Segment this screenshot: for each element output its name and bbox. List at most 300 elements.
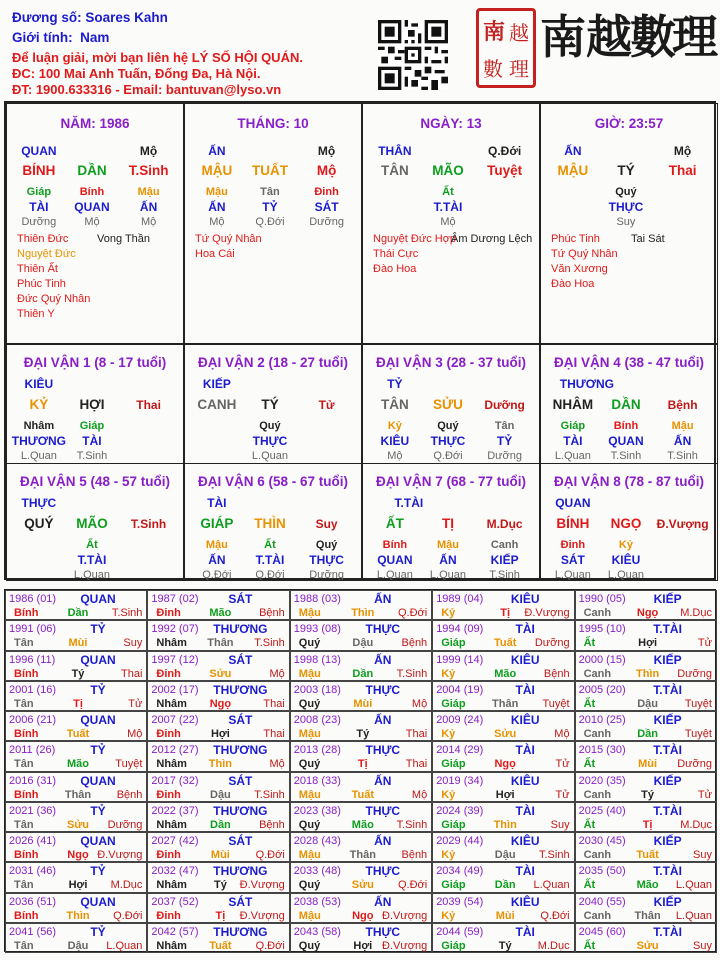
dai-van-title: ĐẠI VẬN 7 (68 - 77 tuổi) <box>375 474 527 489</box>
pillar-top-star: Mộ <box>139 144 158 158</box>
pillar-hidden-stem: Mộ <box>209 216 225 228</box>
year-label: 1987 (02) <box>151 593 199 605</box>
dai-van-main: M.Dục <box>486 517 523 531</box>
year-cell <box>432 620 574 650</box>
dai-van-hidden: T.TÀI <box>77 553 107 567</box>
dai-van-hidden: T.Sinh <box>489 569 520 581</box>
year-stem: Giáp <box>441 879 466 892</box>
year-branch: Tị <box>500 607 511 619</box>
dai-van-top-star: T.TÀI <box>394 496 424 510</box>
year-branch: Hợi <box>210 728 230 740</box>
year-phase: Đ.Vượng <box>382 909 428 922</box>
pillar-main-branch: Mộ <box>316 163 337 178</box>
year-phase: Bệnh <box>401 637 428 650</box>
dai-van-hidden: T.Sinh <box>610 450 642 462</box>
year-branch: Thân <box>64 788 92 801</box>
dai-van-hidden: Tân <box>494 420 515 432</box>
year-cell <box>432 923 574 953</box>
year-stem: Ất <box>583 818 596 831</box>
year-label: 2031 (46) <box>9 865 57 878</box>
year-phase: Tuyệt <box>542 697 570 710</box>
dai-van-hidden: Dưỡng <box>487 450 522 462</box>
year-stem: Tân <box>14 939 34 952</box>
dai-van-main: Thai <box>136 398 161 412</box>
year-stem: Giáp <box>441 637 466 650</box>
year-cell <box>575 620 717 650</box>
year-star: KIÊU <box>510 713 540 727</box>
dai-van-cell <box>6 344 184 464</box>
pillar-main-branch: TUẤT <box>251 163 288 178</box>
year-branch: Thìn <box>493 818 517 831</box>
dai-van-main: THÌN <box>254 516 286 531</box>
year-stem: Kỷ <box>441 728 456 740</box>
dai-van-hidden: KIÊU <box>380 434 410 448</box>
year-cell <box>432 651 574 681</box>
pillar-top-star: Mộ <box>673 144 692 158</box>
year-label: 2037 (52) <box>151 895 199 908</box>
year-phase: Bệnh <box>259 818 285 831</box>
year-cell <box>432 741 574 771</box>
year-cell <box>290 620 432 650</box>
dai-van-main: Bệnh <box>667 398 698 412</box>
year-stem: Giáp <box>441 758 466 771</box>
year-stem: Nhâm <box>156 879 187 892</box>
pillar-hidden-stem: Dưỡng <box>309 216 344 228</box>
year-star: ẤN <box>374 713 392 727</box>
year-cell <box>290 802 432 832</box>
year-label: 2023 (38) <box>293 804 341 817</box>
year-phase: Dưỡng <box>677 758 712 771</box>
year-phase: Tử <box>697 637 712 650</box>
year-stem: Kỷ <box>441 667 456 680</box>
year-label: 2035 (50) <box>578 865 626 878</box>
pillar-top-star: ẤN <box>208 144 226 158</box>
year-branch: Thìn <box>208 758 232 771</box>
year-label: 2016 (31) <box>9 774 57 787</box>
year-stem: Kỷ <box>441 607 456 619</box>
year-phase: Tuyệt <box>115 758 143 771</box>
year-stem: Canh <box>583 788 612 801</box>
pillar-main-branch: T.Sinh <box>128 163 169 178</box>
dai-van-hidden: T.Sinh <box>76 450 108 462</box>
year-phase: T.Sinh <box>396 818 428 831</box>
pillar-hidden-stem: Mộ <box>84 216 100 228</box>
year-branch: Ngọ <box>636 607 659 619</box>
year-star: THỰC <box>365 622 401 637</box>
year-cell <box>575 802 717 832</box>
year-phase: M.Dục <box>680 607 712 619</box>
year-phase: Mộ <box>554 728 570 740</box>
year-star: T.TÀI <box>653 803 682 818</box>
year-cell <box>147 620 289 650</box>
year-star: QUAN <box>80 773 116 788</box>
pillar-star-left: Phúc Tinh <box>551 233 600 245</box>
year-stem: Bính <box>14 909 39 922</box>
year-star: ẤN <box>374 652 392 667</box>
pillar-hidden-stem: Bính <box>79 186 105 198</box>
year-cell <box>432 893 574 923</box>
year-stem: Bính <box>14 788 39 801</box>
dai-van-hidden: L.Quan <box>73 569 110 581</box>
year-label: 2015 (30) <box>578 744 626 757</box>
year-phase: Bệnh <box>543 667 570 680</box>
year-branch: Dần <box>494 879 516 892</box>
dai-van-main: Đ.Vượng <box>656 517 709 531</box>
year-cell <box>147 772 289 802</box>
year-phase: Tuyệt <box>684 697 712 710</box>
year-star: KIÊU <box>510 592 540 606</box>
pillar-hidden-stem: Giáp <box>26 186 52 198</box>
year-star: KIẾP <box>653 773 682 788</box>
year-branch: Tuất <box>351 788 374 801</box>
dai-van-title: ĐẠI VẬN 1 (8 - 17 tuổi) <box>23 355 167 370</box>
year-star: SÁT <box>228 713 253 727</box>
year-branch: Thân <box>207 637 234 650</box>
year-phase: Bệnh <box>116 788 143 801</box>
year-cell <box>5 832 147 862</box>
year-phase: Đ.Vượng <box>382 939 428 952</box>
dai-van-hidden: QUAN <box>377 553 413 567</box>
dai-van-cell <box>184 344 362 464</box>
year-label: 2006 (21) <box>9 714 57 726</box>
year-label: 2026 (41) <box>9 835 57 847</box>
dai-van-hidden: L.Quan <box>554 450 591 462</box>
pillar-star-left: Đào Hoa <box>551 278 595 290</box>
pillar-hidden-stem: Mộ <box>140 216 157 228</box>
year-phase: Mộ <box>411 697 428 710</box>
year-phase: Mộ <box>127 728 143 740</box>
year-stem: Kỷ <box>441 909 456 922</box>
year-stem: Nhâm <box>156 637 187 650</box>
year-cell <box>432 802 574 832</box>
year-branch: Dậu <box>637 697 658 710</box>
pillar-hidden-stem: THỰC <box>608 200 644 214</box>
pillar-star-left: Thái Cực <box>373 248 419 260</box>
pillar-star-left: Tứ Quý Nhân <box>551 248 618 260</box>
dai-van-top-star: TÀI <box>207 496 227 510</box>
pillar-star-left: Hoa Cái <box>195 248 235 260</box>
year-cell <box>432 711 574 741</box>
dai-van-main: DẦN <box>611 397 641 412</box>
year-star: KIẾP <box>653 592 682 606</box>
year-label: 2002 (17) <box>151 683 199 696</box>
year-stem: Đinh <box>156 667 181 680</box>
year-star: TỶ <box>90 622 106 637</box>
contact-intro: Để luận giải, mời bạn liên hệ LÝ SỐ HỘI QUÁN. <box>12 50 303 65</box>
year-label: 2019 (34) <box>436 774 484 787</box>
year-star: TỶ <box>90 743 106 758</box>
year-branch: Tuất <box>66 728 90 740</box>
dai-van-hidden: TÀI <box>82 434 102 448</box>
dai-van-main: NGỌ <box>610 516 642 531</box>
year-label: 2022 (37) <box>151 804 199 817</box>
year-stem: Đinh <box>156 849 181 861</box>
pillar-hidden-stem: SÁT <box>314 200 339 214</box>
year-stem: Tân <box>14 637 34 650</box>
year-phase: Suy <box>693 939 712 952</box>
year-cell <box>575 590 717 620</box>
year-phase: Tử <box>697 788 712 801</box>
year-star: THƯƠNG <box>213 622 268 637</box>
pillar-hidden-stem: Suy <box>616 216 636 228</box>
year-phase: Tử <box>555 758 570 771</box>
year-star: TỶ <box>90 924 106 939</box>
dai-van-hidden: Đinh <box>560 539 586 551</box>
year-branch: Mão <box>67 758 89 771</box>
dai-van-title: ĐẠI VẬN 8 (78 - 87 tuổi) <box>553 474 705 489</box>
year-cell <box>290 893 432 923</box>
dai-van-hidden: QUAN <box>608 434 644 448</box>
year-stem: Mậu <box>298 667 321 680</box>
year-label: 2010 (25) <box>578 714 626 726</box>
year-stem: Quý <box>298 879 321 892</box>
year-branch: Tý <box>641 788 655 801</box>
year-branch: Thìn <box>66 909 90 922</box>
year-phase: T.Sinh <box>254 788 285 801</box>
dai-van-hidden: Mậu <box>671 420 694 432</box>
year-cell <box>290 832 432 862</box>
dai-van-hidden: TÀI <box>563 434 583 448</box>
year-phase: Q.Đới <box>255 849 285 861</box>
year-cell <box>5 651 147 681</box>
year-branch: Tý <box>356 728 370 740</box>
dai-van-hidden: TỶ <box>496 434 513 448</box>
year-label: 2004 (19) <box>436 683 484 696</box>
year-cell <box>5 681 147 711</box>
year-label: 2017 (32) <box>151 774 199 787</box>
dai-van-main: QUÝ <box>24 516 54 531</box>
pillar-top-star: QUAN <box>21 144 57 158</box>
year-label: 1991 (06) <box>9 623 57 636</box>
pillar-hidden-stem: Quý <box>615 186 637 198</box>
year-branch: Mão <box>209 607 232 619</box>
gender-line <box>12 28 109 48</box>
year-cell <box>5 893 147 923</box>
dai-van-hidden: Q.Đới <box>433 450 463 462</box>
pillar-star-left: Thiên Ất <box>17 263 58 275</box>
year-label: 1986 (01) <box>9 593 57 605</box>
year-phase: Thai <box>263 697 285 710</box>
pillar-cell <box>362 103 540 344</box>
year-phase: Bệnh <box>259 607 285 619</box>
annual-fortune-table <box>4 589 716 952</box>
year-star: KIẾP <box>653 713 682 727</box>
year-star: T.TÀI <box>653 864 682 879</box>
year-cell <box>147 832 289 862</box>
year-cell <box>575 741 717 771</box>
year-stem: Mậu <box>298 849 321 861</box>
year-cell <box>432 681 574 711</box>
year-star: KIẾP <box>653 834 682 848</box>
owner-name: Soares Kahn <box>85 10 168 25</box>
dai-van-title: ĐẠI VẬN 4 (38 - 47 tuổi) <box>553 355 705 370</box>
dai-van-main: KỶ <box>29 397 49 412</box>
year-branch: Mùi <box>495 909 515 922</box>
year-branch: Hợi <box>495 788 515 801</box>
year-label: 1992 (07) <box>151 623 199 636</box>
year-phase: Dưỡng <box>107 818 143 831</box>
dai-van-hidden: Quý <box>315 539 338 551</box>
pillar-title: NGÀY: 13 <box>420 116 482 131</box>
year-phase: M.Dục <box>537 939 570 952</box>
year-cell <box>432 832 574 862</box>
year-cell <box>575 651 717 681</box>
year-star: THỰC <box>365 924 401 939</box>
contact-phone-email[interactable]: ĐT: 1900.633316 - Email: bantuvan@lyso.vn <box>12 82 282 97</box>
pillar-top-star: Q.Đới <box>487 144 522 158</box>
year-label: 1997 (12) <box>151 653 199 666</box>
year-branch: Mão <box>351 818 374 831</box>
year-label: 2038 (53) <box>293 895 341 908</box>
year-branch: Tị <box>357 758 368 771</box>
year-cell <box>147 651 289 681</box>
year-cell <box>5 772 147 802</box>
year-stem: Ất <box>583 758 596 771</box>
qr-code-icon[interactable] <box>378 20 448 90</box>
year-star: THƯƠNG <box>213 803 268 818</box>
year-label: 1990 (05) <box>578 593 626 605</box>
year-label: 1993 (08) <box>293 623 341 636</box>
dai-van-main: TÂN <box>380 397 409 412</box>
year-star: THỰC <box>365 864 401 879</box>
year-phase: Tử <box>555 788 570 801</box>
year-star: THƯƠNG <box>213 924 268 939</box>
year-cell <box>290 862 432 892</box>
year-cell <box>290 772 432 802</box>
year-star: TỶ <box>90 864 106 879</box>
dai-van-cell <box>362 344 540 464</box>
year-star: T.TÀI <box>653 743 682 758</box>
pillar-hidden-stem: Dưỡng <box>21 216 57 228</box>
pillar-main-branch: MẬU <box>557 163 589 178</box>
dai-van-hidden: THỰC <box>252 434 288 448</box>
year-phase: Q.Đới <box>113 909 143 922</box>
dai-van-hidden: Mậu <box>205 539 228 551</box>
year-stem: Canh <box>583 849 612 861</box>
owner-line <box>12 8 168 28</box>
year-cell <box>5 741 147 771</box>
year-label: 1994 (09) <box>436 623 484 636</box>
year-branch: Hợi <box>68 879 88 892</box>
dai-van-main: HỢI <box>79 397 105 412</box>
year-phase: Thai <box>405 728 428 740</box>
year-branch: Tị <box>215 909 226 922</box>
year-stem: Nhâm <box>156 939 187 952</box>
year-cell <box>575 893 717 923</box>
dai-van-cell <box>540 344 718 464</box>
year-stem: Canh <box>583 728 612 740</box>
year-stem: Kỷ <box>441 788 456 801</box>
year-cell <box>5 711 147 741</box>
year-cell <box>432 590 574 620</box>
year-stem: Quý <box>298 697 321 710</box>
year-phase: L.Quan <box>106 939 143 952</box>
year-stem: Bính <box>14 607 39 619</box>
year-cell <box>5 802 147 832</box>
pillar-main-branch: BÍNH <box>22 163 56 178</box>
dai-van-title: ĐẠI VẬN 3 (28 - 37 tuổi) <box>375 355 527 370</box>
year-phase: Mộ <box>269 758 285 771</box>
year-branch: Dần <box>637 728 658 740</box>
dai-van-hidden: Q.Đới <box>255 569 285 581</box>
year-star: THỰC <box>365 682 401 697</box>
owner-label: Đương số: <box>12 10 82 25</box>
dai-van-main: T.Sinh <box>130 517 167 531</box>
pillar-star-left: Thiên Y <box>17 308 55 320</box>
dai-van-main: NHÂM <box>552 397 594 412</box>
year-stem: Tân <box>14 758 34 771</box>
year-cell <box>290 590 432 620</box>
year-cell <box>147 741 289 771</box>
pillar-hidden-stem: TÀI <box>29 200 49 214</box>
year-stem: Đinh <box>156 788 181 801</box>
year-star: ẤN <box>374 834 392 848</box>
pillar-cell <box>184 103 362 344</box>
dai-van-hidden: Canh <box>490 539 519 551</box>
year-branch: Dần <box>352 667 374 680</box>
dai-van-hidden: Bính <box>613 420 639 432</box>
year-phase: M.Dục <box>680 818 712 831</box>
year-phase: Đ.Vượng <box>524 607 570 619</box>
year-stem: Mậu <box>298 909 321 922</box>
year-star: THƯƠNG <box>213 682 268 697</box>
dai-van-main: Tử <box>318 398 335 412</box>
pillar-top-star: ẤN <box>564 144 582 158</box>
year-branch: Mùi <box>210 849 230 861</box>
year-star: QUAN <box>80 592 116 606</box>
year-star: TỶ <box>90 682 106 697</box>
year-label: 2039 (54) <box>436 895 484 908</box>
year-star: KIÊU <box>510 773 540 788</box>
dai-van-top-star: KIÊU <box>24 377 54 391</box>
year-phase: Đ.Vượng <box>239 879 285 892</box>
year-cell <box>575 772 717 802</box>
year-phase: L.Quan <box>533 879 570 892</box>
year-branch: Mão <box>494 667 517 680</box>
year-label: 2034 (49) <box>436 865 484 878</box>
year-branch: Dậu <box>210 788 231 801</box>
year-stem: Ất <box>583 879 596 892</box>
year-stem: Ất <box>583 637 596 650</box>
year-branch: Sửu <box>351 879 374 892</box>
dai-van-main: Dưỡng <box>484 398 525 412</box>
year-branch: Hợi <box>638 637 658 650</box>
dai-van-hidden: L.Quan <box>20 450 57 462</box>
dai-van-hidden: Dưỡng <box>309 569 344 581</box>
year-phase: Suy <box>693 849 712 861</box>
chart-grid <box>4 101 716 580</box>
year-stem: Mậu <box>298 728 321 740</box>
year-star: ẤN <box>374 894 392 909</box>
year-branch: Thân <box>492 697 519 710</box>
year-label: 2000 (15) <box>578 653 626 666</box>
year-star: TÀI <box>515 682 535 697</box>
gender-value: Nam <box>80 30 110 45</box>
year-label: 2005 (20) <box>578 683 626 696</box>
pillar-hidden-stem: Ất <box>442 186 454 198</box>
pillar-hidden-stem: ẤN <box>139 200 158 214</box>
year-label: 2043 (58) <box>293 925 341 938</box>
pillar-hidden-stem: ẤN <box>208 200 226 214</box>
brand-logo: 南 越 數 理 <box>540 10 718 64</box>
pillar-star-right: Vong Thần <box>97 233 151 245</box>
year-star: QUAN <box>80 652 116 667</box>
year-branch: Tý <box>498 939 512 952</box>
year-branch: Sửu <box>209 667 232 680</box>
year-branch: Dậu <box>67 939 89 952</box>
year-stem: Ất <box>583 939 596 952</box>
year-branch: Mùi <box>353 697 373 710</box>
